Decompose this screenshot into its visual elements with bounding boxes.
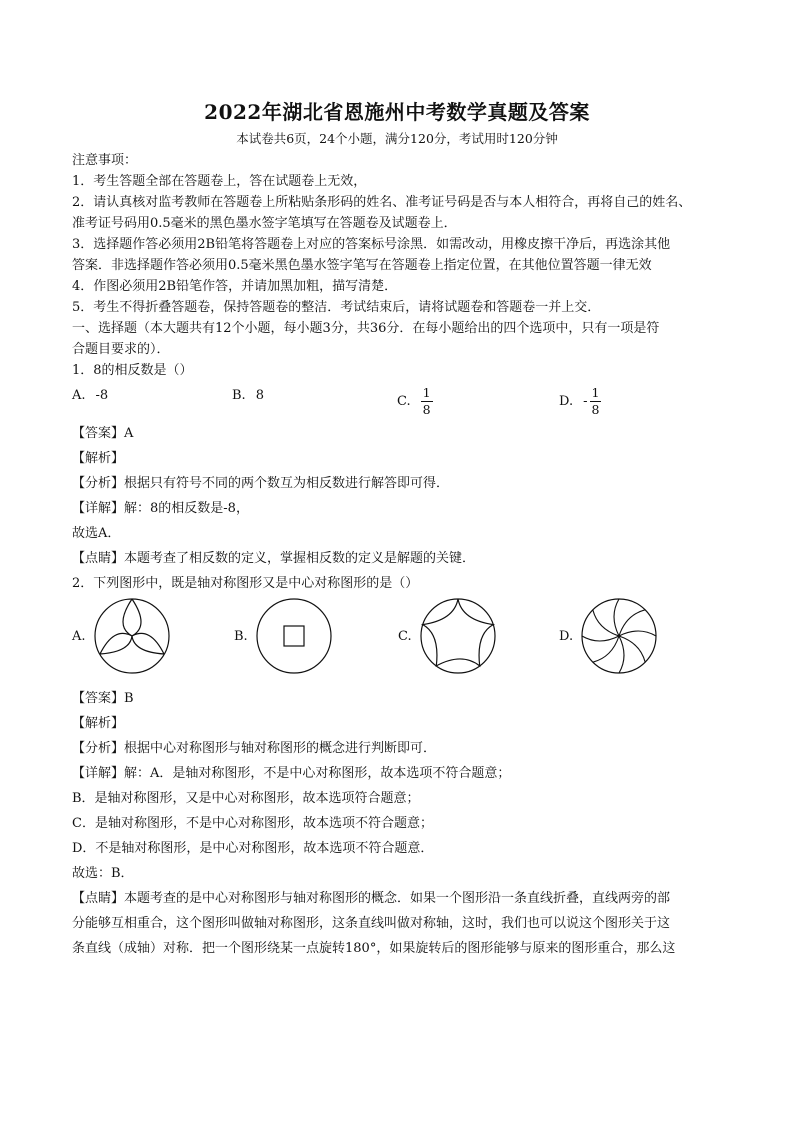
- fenxi-line: [72, 471, 722, 496]
- figure-option-c: [398, 596, 498, 676]
- note-line: 3．选择题作答必须用2B铅笔将答题卷上对应的答案标号涂黑．如需改动，用橡皮擦干净后，再选涂其他: [72, 237, 671, 252]
- page-title: 2022年湖北省恩施州中考数学真题及答案: [204, 100, 590, 124]
- question-2-stem: 2．下列图形中，既是轴对称图形又是中心对称图形的是（）: [72, 576, 419, 591]
- choose-line: 故选：B．: [72, 866, 134, 881]
- document-body: [72, 150, 722, 961]
- option-label: D.: [559, 394, 574, 409]
- pinwheel-circle-figure: [579, 596, 659, 676]
- note-line: 答案．非选择题作答必须用0.5毫米黑色墨水签字笔写在答题卷上指定位置，在其他位置答题一律无效: [72, 258, 652, 273]
- dianjing-tag: 【点睛】: [72, 891, 125, 906]
- xiangjie-text: 解：8的相反数是-8，: [124, 501, 249, 516]
- answer-value: A: [124, 426, 134, 441]
- xiangjie-line: [72, 496, 722, 521]
- option-label: A.: [72, 628, 86, 644]
- section-heading-cont: 合题目要求的）．: [72, 342, 170, 357]
- fenxi-text: 根据中心对称图形与轴对称图形的概念进行判断即可．: [124, 741, 437, 756]
- xiangjie-tag: 【详解】: [72, 501, 125, 516]
- option-a: [72, 385, 108, 406]
- note-line: 准考证号码用0.5毫米的黑色墨水签字笔填写在答题卷及试题卷上．: [72, 216, 457, 231]
- dianjing-text: 本题考查的是中心对称图形与轴对称图形的概念．如果一个图形沿一条直线折叠，直线两旁的部: [124, 891, 671, 906]
- dianjing-text: 本题考查了相反数的定义，掌握相反数的定义是解题的关键．: [124, 551, 476, 566]
- analysis-heading: 【解析】: [72, 451, 125, 466]
- analysis-heading: 【解析】: [72, 716, 125, 731]
- question-2-figures: [72, 596, 722, 686]
- fraction-numerator: 1: [422, 385, 431, 400]
- dianjing-line: [72, 546, 722, 571]
- fenxi-tag: 【分析】: [72, 741, 125, 756]
- option-label: D.: [559, 628, 574, 644]
- option-c: [397, 385, 433, 418]
- answer-tag: 【答案】: [72, 426, 125, 441]
- xiangjie-line: [72, 761, 722, 786]
- option-label: C.: [398, 628, 412, 644]
- fraction: [590, 385, 602, 418]
- option-label: B.: [232, 388, 246, 403]
- explain-b: B．是轴对称图形，又是中心对称图形，故本选项符合题意；: [72, 791, 420, 806]
- xiangjie-tag: 【详解】: [72, 766, 125, 781]
- fraction-numerator: 1: [591, 385, 600, 400]
- fraction-denominator: 8: [422, 402, 431, 417]
- option-label: B.: [234, 628, 248, 644]
- option-value: 8: [255, 388, 264, 403]
- explain-c: C．是轴对称图形，不是中心对称图形，故本选项不符合题意；: [72, 816, 433, 831]
- figure-option-a: [72, 596, 172, 676]
- fenxi-line: [72, 736, 722, 761]
- three-petal-circle-figure: [92, 596, 172, 676]
- option-value: -8: [95, 388, 109, 403]
- minus-sign: -: [583, 394, 588, 409]
- note-line: 2．请认真核对监考教师在答题卷上所粘贴条形码的姓名、准考证号码是否与本人相符合，再将自己的姓名、: [72, 195, 692, 210]
- circle-with-star-arcs-figure: [418, 596, 498, 676]
- answer-value: B: [124, 691, 134, 706]
- question-1-options: [72, 381, 722, 421]
- question-1-stem: 1．8的相反数是（）: [72, 363, 193, 378]
- dianjing-tag: 【点睛】: [72, 551, 125, 566]
- figure-option-b: [234, 596, 334, 676]
- answer-tag: 【答案】: [72, 691, 125, 706]
- explain-d: D．不是轴对称图形，是中心对称图形，故本选项不符合题意．: [72, 841, 434, 856]
- option-d: [559, 385, 601, 418]
- fenxi-tag: 【分析】: [72, 476, 125, 491]
- dianjing-line: [72, 886, 722, 911]
- answer-line: [72, 686, 722, 711]
- section-heading: 一、选择题（本大题共有12个小题，每小题3分，共36分．在每小题给出的四个选项中，只有一项是符: [72, 321, 660, 336]
- option-label: C.: [397, 394, 411, 409]
- fenxi-text: 根据只有符号不同的两个数互为相反数进行解答即可得．: [124, 476, 450, 491]
- fraction: [421, 385, 433, 418]
- option-label: A.: [72, 388, 86, 403]
- page-subtitle: 本试卷共6页，24个小题，满分120分，考试用时120分钟: [236, 131, 558, 146]
- choose-line: 故选A．: [72, 526, 121, 541]
- dianjing-cont: 条直线（成轴）对称．把一个图形绕某一点旋转180°，如果旋转后的图形能够与原来的图形重合，那么这: [72, 941, 676, 956]
- dianjing-cont: 分能够互相重合，这个图形叫做轴对称图形，这条直线叫做对称轴，这时，我们也可以说这个图形关于这: [72, 916, 671, 931]
- note-line: 4．作图必须用2B铅笔作答，并请加黑加粗，描写清楚．: [72, 279, 398, 294]
- figure-option-d: [559, 596, 659, 676]
- circle-with-square-figure: [254, 596, 334, 676]
- option-b: [232, 385, 264, 406]
- note-line: 1．考生答题全部在答题卷上，答在试题卷上无效，: [72, 174, 367, 189]
- answer-line: [72, 421, 722, 446]
- note-line: 5．考生不得折叠答题卷，保持答题卷的整洁．考试结束后，请将试题卷和答题卷一并上交．: [72, 300, 601, 315]
- xiangjie-text: 解：A．是轴对称图形，不是中心对称图形，故本选项不符合题意；: [124, 766, 511, 781]
- notes-heading: 注意事项：: [72, 153, 138, 168]
- fraction-denominator: 8: [591, 402, 600, 417]
